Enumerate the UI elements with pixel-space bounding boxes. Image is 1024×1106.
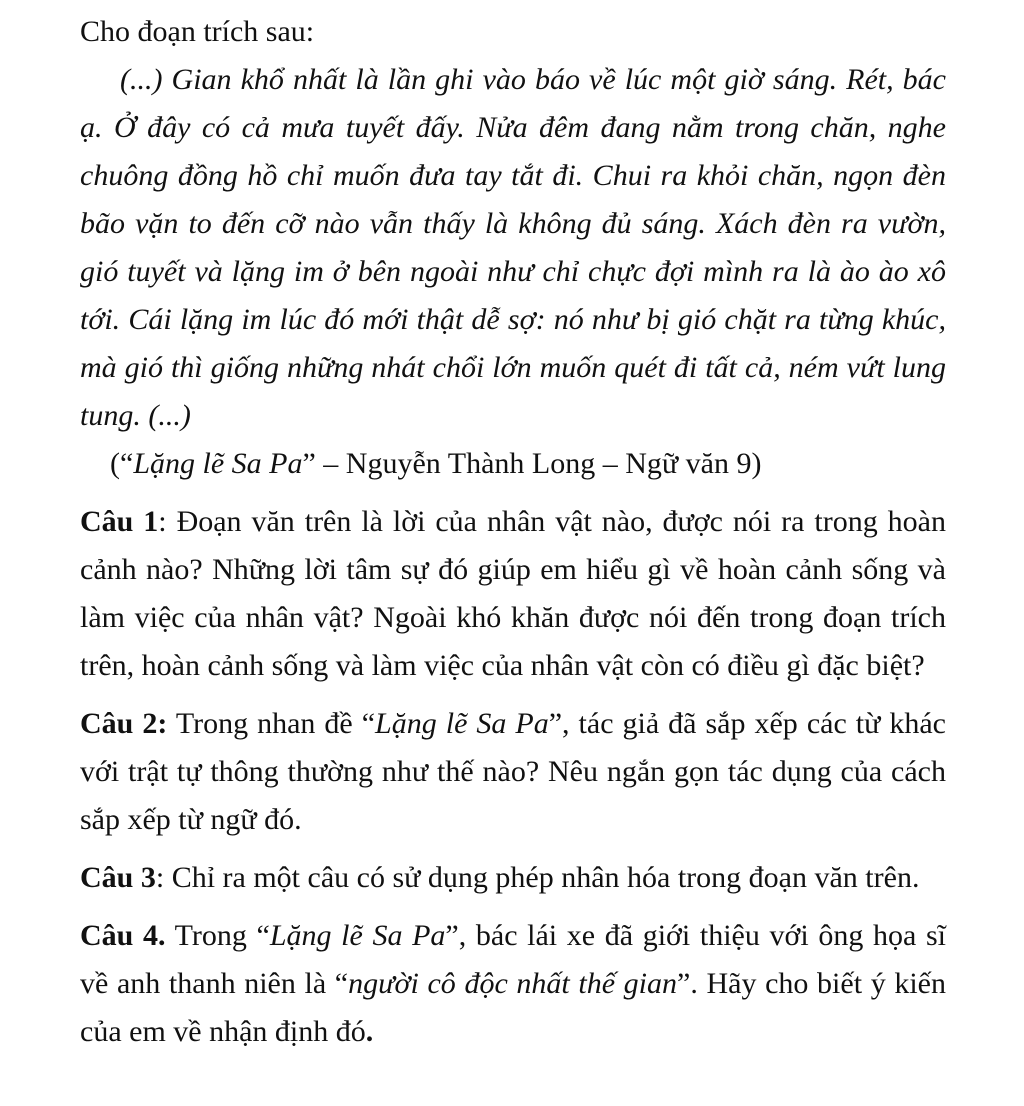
question-1-text: : Đoạn văn trên là lời của nhân vật nào, được nói ra trong hoàn cảnh nào? Những lời tâm sự đó giúp em hiểu gì về hoàn cảnh sống và làm việc của nhân vật? Ngoài khó khăn được nói đến trong đoạn trích trên, hoàn cảnh sống và làm việc của nhân vật còn có điều gì đặc biệt? xyxy=(80,505,946,682)
question-3-text: : Chỉ ra một câu có sử dụng phép nhân hóa trong đoạn văn trên. xyxy=(155,861,920,894)
source-open: (“ xyxy=(110,447,134,480)
excerpt-source xyxy=(80,440,946,488)
question-2-title: Lặng lẽ Sa Pa xyxy=(375,707,549,740)
question-4-label: Câu 4. xyxy=(80,919,166,952)
question-1-label: Câu 1 xyxy=(80,505,159,538)
question-2-text-before: Trong nhan đề “ xyxy=(167,707,376,740)
question-4-text-middle: ”, bác lái xe đã giới thiệu với ông họa sĩ về anh thanh niên là “ xyxy=(80,919,946,1000)
question-2-label: Câu 2: xyxy=(80,707,168,740)
question-4 xyxy=(80,912,946,1056)
question-4-text-after: ”. Hãy cho biết ý kiến của em về nhận định đó xyxy=(80,967,946,1048)
source-title: Lặng lẽ Sa Pa xyxy=(133,447,303,480)
question-3-label: Câu 3 xyxy=(80,861,156,894)
question-4-title: Lặng lẽ Sa Pa xyxy=(269,919,446,952)
excerpt-passage: (...) Gian khổ nhất là lần ghi vào báo về lúc một giờ sáng. Rét, bác ạ. Ở đây có cả mưa tuyết đấy. Nửa đêm đang nằm trong chăn, nghe chuông đồng hồ chỉ muốn đưa tay tắt đi. Chui ra khỏi chăn, ngọn đèn bão vặn to đến cỡ nào vẫn thấy là không đủ sáng. Xách đèn ra vườn, gió tuyết và lặng im ở bên ngoài như chỉ chực đợi mình ra là ào ào xô tới. Cái lặng im lúc đó mới thật dễ sợ: nó như bị gió chặt ra từng khúc, mà gió thì giống những nhát chổi lớn muốn quét đi tất cả, ném vứt lung tung. (...) xyxy=(80,63,946,432)
question-2 xyxy=(80,700,946,844)
question-4-text-before: Trong “ xyxy=(165,919,270,952)
question-2-text-after: ”, tác giả đã sắp xếp các từ khác với trật tự thông thường như thế nào? Nêu ngắn gọn tác dụng của cách sắp xếp từ ngữ đó. xyxy=(80,707,946,836)
question-4-quote: người cô độc nhất thế gian xyxy=(348,967,678,1000)
question-1 xyxy=(80,498,946,690)
intro-text: Cho đoạn trích sau: xyxy=(80,15,315,48)
question-4-end: . xyxy=(365,1015,374,1048)
source-rest: ” – Nguyễn Thành Long – Ngữ văn 9) xyxy=(302,447,762,480)
question-3 xyxy=(80,854,946,902)
